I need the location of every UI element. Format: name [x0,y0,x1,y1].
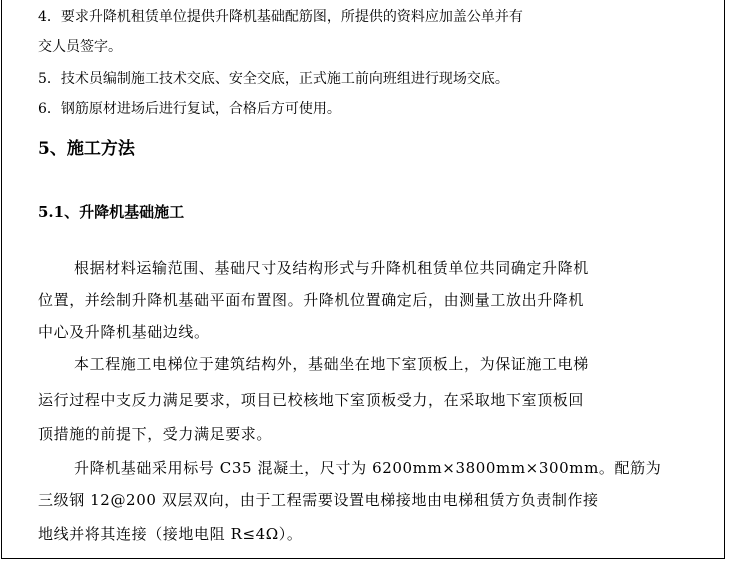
paragraph-1-line-2: 位置，并绘制升降机基础平面布置图。升降机位置确定后，由测量工放出升降机 [38,291,585,309]
paragraph-1-line-3: 中心及升降机基础边线。 [38,323,210,341]
paragraph-1-line-1: 根据材料运输范围、基础尺寸及结构形式与升降机租赁单位共同确定升降机 [74,259,589,277]
paragraph-2-line-2: 运行过程中支反力满足要求，项目已校核地下室顶板受力，在采取地下室顶板回 [38,391,585,409]
paragraph-3-line-1: 升降机基础采用标号 C35 混凝土，尺寸为 6200mm×3800mm×300mm。配筋为 [74,459,662,477]
paragraph-3-line-2: 三级钢 12@200 双层双向，由于工程需要设置电梯接地由电梯租赁方负责制作接 [38,491,599,509]
subsection-heading: 5.1、升降机基础施工 [38,203,185,221]
paragraph-2-line-1: 本工程施工电梯位于建筑结构外，基础坐在地下室顶板上，为保证施工电梯 [74,355,589,373]
list-item-4: 4．要求升降机租赁单位提供升降机基础配筋图，所提供的资料应加盖公单并有 [38,9,523,25]
list-item-6: 6．钢筋原材进场后进行复试，合格后方可使用。 [38,101,341,117]
section-heading: 5、施工方法 [38,139,135,159]
paragraph-2-line-3: 顶措施的前提下，受力满足要求。 [38,425,273,443]
paragraph-3-line-3: 地线并将其连接（接地电阻 R≤4Ω）。 [38,525,303,543]
list-item-4-continuation: 交人员签字。 [38,39,122,55]
list-item-5: 5．技术员编制施工技术交底、安全交底，正式施工前向班组进行现场交底。 [38,71,509,87]
